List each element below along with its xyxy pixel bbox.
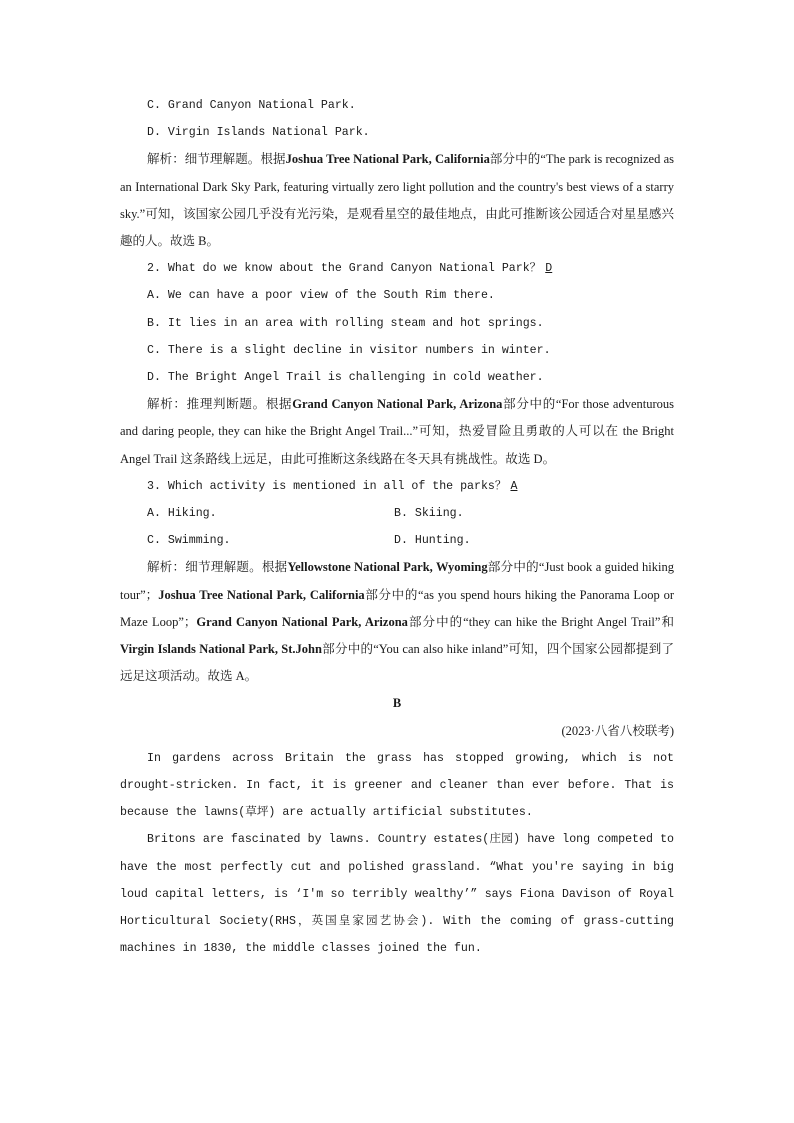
q2-answer: D	[545, 262, 553, 276]
passage-paragraph-1: In gardens across Britain the grass has stopped growing, which is not drought-stricken. In fact, it is greener and cleaner than ever before. That is because the lawns(草坪) are actually artificial substitutes.	[120, 751, 674, 820]
q2-explanation	[120, 391, 674, 473]
q1-option-d: D. Virgin Islands National Park.	[147, 126, 370, 140]
q2-exp-text: 部分中的“For those adventurous and daring people, they can hike the Bright Angel Trail...”可知，热爱冒险且勇敢的人可以在 the Bright Angel Trail 这条路线上远足，由此可推断这条线路在冬天具有挑战性。故选 D。	[120, 397, 674, 466]
q3-option-b: B. Skiing.	[394, 507, 464, 521]
q3-exp-park-4: Virgin Islands National Park, St.John	[120, 642, 322, 657]
q2-option-b: B. It lies in an area with rolling steam and hot springs.	[147, 316, 544, 330]
q3-exp-park-1: Yellowstone National Park, Wyoming	[287, 560, 488, 575]
q3-exp-text-2: 部分中的“as you spend hours hiking the Panorama Loop or Maze Loop”；	[120, 587, 674, 629]
q2-exp-park: Grand Canyon National Park, Arizona	[292, 397, 503, 412]
q1-explanation	[120, 146, 674, 255]
q1-exp-prefix: 解析：细节理解题。根据	[147, 152, 286, 167]
q3-exp-text-4: 部分中的“You can also hike inland”可知，四个国家公园都提到了远足这项活动。故选 A。	[120, 642, 674, 684]
q3-exp-park-3: Grand Canyon National Park, Arizona	[196, 614, 408, 629]
document-page	[120, 92, 674, 963]
q2-exp-prefix: 解析：推理判断题。根据	[147, 397, 293, 412]
q3-option-a: A. Hiking.	[147, 507, 217, 521]
q3-stem	[120, 473, 674, 500]
q1-exp-text: 部分中的“The park is recognized as an International Dark Sky Park, featuring virtually zero light pollution and the country's best views of a starry sky.”可知，该国家公园几乎没有光污染，是观看星空的最佳地点，由此可推断该公园适合对星星感兴趣的人。故选 B。	[120, 152, 674, 249]
q1-exp-park: Joshua Tree National Park, California	[285, 152, 490, 167]
q3-exp-park-2: Joshua Tree National Park, California	[158, 587, 365, 602]
q3-option-d: D. Hunting.	[394, 534, 471, 548]
q3-options-row-2	[120, 527, 674, 554]
section-b-source: (2023·八省八校联考)	[561, 723, 674, 738]
q3-explanation	[120, 554, 674, 690]
q3-answer: A	[510, 479, 518, 493]
q2-option-c: C. There is a slight decline in visitor numbers in winter.	[147, 343, 551, 357]
q3-exp-text-3: 部分中的“they can hike the Bright Angel Trail”和	[407, 614, 674, 629]
q3-options-row-1	[120, 500, 674, 527]
q2-option-d: D. The Bright Angel Trail is challenging in cold weather.	[147, 371, 544, 385]
q2-option-a: A. We can have a poor view of the South Rim there.	[147, 289, 495, 303]
section-b-heading: B	[392, 696, 402, 711]
q3-exp-text-1: 部分中的“Just book a guided hiking tour”；	[120, 560, 675, 602]
q3-stem-text: 3. Which activity is mentioned in all of the parks？	[147, 479, 507, 493]
q3-exp-prefix: 解析：细节理解题。根据	[147, 560, 288, 575]
passage-paragraph-2: Britons are fascinated by lawns. Country estates(庄园) have long competed to have the most perfectly cut and polished grassland. “What you're saying in big loud capital letters, is ‘I'm so terribly wealthy’” says Fiona Davison of Royal Horticultural Society(RHS，英国皇家园艺协会). With the coming of grass-cutting machines in 1830, the middle classes joined the fun.	[120, 833, 674, 956]
q2-stem	[120, 255, 674, 282]
q2-stem-text: 2. What do we know about the Grand Canyon National Park？	[147, 262, 542, 276]
q3-option-c: C. Swimming.	[147, 534, 231, 548]
q1-option-c: C. Grand Canyon National Park.	[147, 99, 356, 112]
